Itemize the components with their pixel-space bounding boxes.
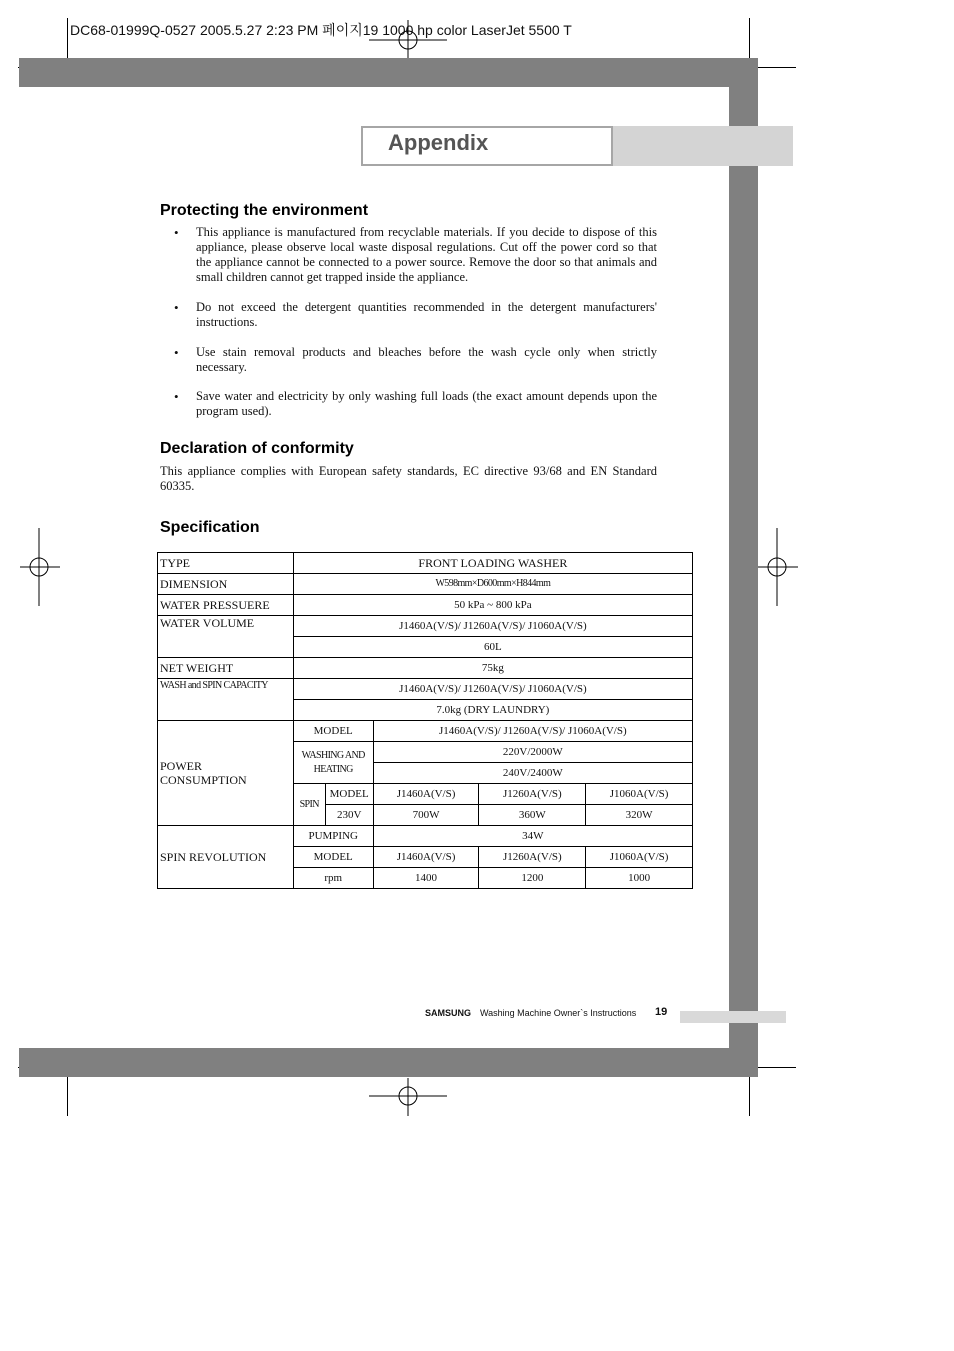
spec-label: SPIN REVOLUTION bbox=[158, 826, 294, 889]
spec-label: WATER PRESSUERE bbox=[158, 595, 294, 616]
table-row bbox=[158, 595, 693, 616]
bottom-band bbox=[19, 1048, 758, 1077]
spec-label: MODEL bbox=[293, 721, 373, 742]
specification-table bbox=[157, 552, 693, 889]
environment-bullet: Do not exceed the detergent quantities recommended in the detergent manufacturers' instructions. bbox=[196, 300, 657, 329]
wash-heat-label bbox=[293, 742, 373, 784]
spec-label: PUMPING bbox=[293, 826, 373, 847]
spec-label: rpm bbox=[293, 868, 373, 889]
specification-heading: Specification bbox=[160, 519, 260, 536]
spec-value: J1460A(V/S)/ J1260A(V/S)/ J1060A(V/S) bbox=[293, 616, 692, 637]
power-consumption-label bbox=[158, 721, 294, 826]
table-row bbox=[158, 826, 693, 847]
bullet-icon: • bbox=[174, 345, 179, 360]
spec-value: J1460A(V/S) bbox=[373, 847, 479, 868]
wash-heat-label-line: WASHING AND bbox=[301, 749, 365, 761]
conformity-heading: Declaration of conformity bbox=[160, 440, 354, 457]
spec-value: 7.0kg (DRY LAUNDRY) bbox=[293, 700, 692, 721]
footer-text: Washing Machine Owner`s Instructions bbox=[480, 1008, 637, 1018]
spec-value: 220V/2000W bbox=[373, 742, 692, 763]
table-row bbox=[158, 553, 693, 574]
bullet-icon: • bbox=[174, 300, 179, 315]
spec-value: 1200 bbox=[479, 868, 586, 889]
spec-value: FRONT LOADING WASHER bbox=[293, 553, 692, 574]
bullet-icon: • bbox=[174, 225, 179, 240]
table-row bbox=[158, 721, 693, 742]
spec-value: 1000 bbox=[586, 868, 693, 889]
footer-bar bbox=[680, 1011, 786, 1023]
spec-value: 700W bbox=[373, 805, 479, 826]
spec-value: 320W bbox=[586, 805, 693, 826]
brand-logo: SAMSUNG bbox=[425, 1008, 472, 1018]
crop-mark bbox=[758, 1067, 796, 1068]
environment-bullet: This appliance is manufactured from recyclable materials. If you decide to dispose of this appliance, please observe local waste disposal regulations. Cut off the power cord so that the appliance cannot be connected to a power source. Remove the door so that animals and small children cannot get trapped inside the appliance. bbox=[196, 225, 657, 284]
page-title: Appendix bbox=[388, 130, 489, 155]
side-band bbox=[729, 58, 758, 1077]
registration-mark-icon bbox=[20, 528, 60, 606]
spec-value: J1260A(V/S) bbox=[479, 847, 586, 868]
spec-value: 240V/2400W bbox=[373, 763, 692, 784]
spec-label: DIMENSION bbox=[158, 574, 294, 595]
spec-label: 230V bbox=[325, 805, 373, 826]
environment-bullet: Save water and electricity by only washing full loads (the exact amount depends upon the program used). bbox=[196, 389, 657, 418]
registration-mark-icon bbox=[758, 528, 798, 606]
spec-label: WATER VOLUME bbox=[158, 616, 294, 658]
spec-label: TYPE bbox=[158, 553, 294, 574]
environment-heading: Protecting the environment bbox=[160, 202, 369, 219]
spec-value: J1460A(V/S)/ J1260A(V/S)/ J1060A(V/S) bbox=[373, 721, 692, 742]
page-number: 19 bbox=[655, 1006, 668, 1018]
crop-mark bbox=[758, 67, 796, 68]
spec-value: J1060A(V/S) bbox=[586, 847, 693, 868]
table-row bbox=[158, 679, 693, 700]
spec-value: J1460A(V/S)/ J1260A(V/S)/ J1060A(V/S) bbox=[293, 679, 692, 700]
conformity-text: This appliance complies with European safety standards, EC directive 93/68 and EN Standard 60335. bbox=[160, 464, 657, 493]
power-label-line: CONSUMPTION bbox=[160, 773, 247, 787]
spec-value: 60L bbox=[293, 637, 692, 658]
spec-value: 50 kPa ~ 800 kPa bbox=[293, 595, 692, 616]
spec-label: MODEL bbox=[293, 847, 373, 868]
spec-value: J1460A(V/S) bbox=[373, 784, 479, 805]
bullet-icon: • bbox=[174, 389, 179, 404]
table-row bbox=[158, 616, 693, 637]
registration-mark-icon bbox=[369, 1078, 447, 1118]
spec-value: 34W bbox=[373, 826, 692, 847]
spin-label: SPIN bbox=[293, 784, 325, 826]
spec-value: 360W bbox=[479, 805, 586, 826]
table-row bbox=[158, 658, 693, 679]
spec-value: J1260A(V/S) bbox=[479, 784, 586, 805]
registration-mark-icon bbox=[369, 20, 447, 60]
spec-value: J1060A(V/S) bbox=[586, 784, 693, 805]
wash-heat-label-line: HEATING bbox=[313, 763, 353, 775]
spec-label: MODEL bbox=[325, 784, 373, 805]
spec-label: WASH and SPIN CAPACITY bbox=[158, 679, 294, 721]
print-header: DC68-01999Q-0527 2005.5.27 2:23 PM 페이지19 1000 hp color LaserJet 5500 T bbox=[70, 22, 572, 38]
title-bar bbox=[613, 126, 793, 166]
spec-value: 75kg bbox=[293, 658, 692, 679]
top-band bbox=[19, 58, 758, 87]
table-row bbox=[158, 574, 693, 595]
spec-label: NET WEIGHT bbox=[158, 658, 294, 679]
power-label-line: POWER bbox=[160, 759, 202, 773]
spec-value: W598mm×D600mm×H844mm bbox=[293, 574, 692, 595]
spec-value: 1400 bbox=[373, 868, 479, 889]
environment-bullet: Use stain removal products and bleaches before the wash cycle only when strictly necessary. bbox=[196, 345, 657, 374]
